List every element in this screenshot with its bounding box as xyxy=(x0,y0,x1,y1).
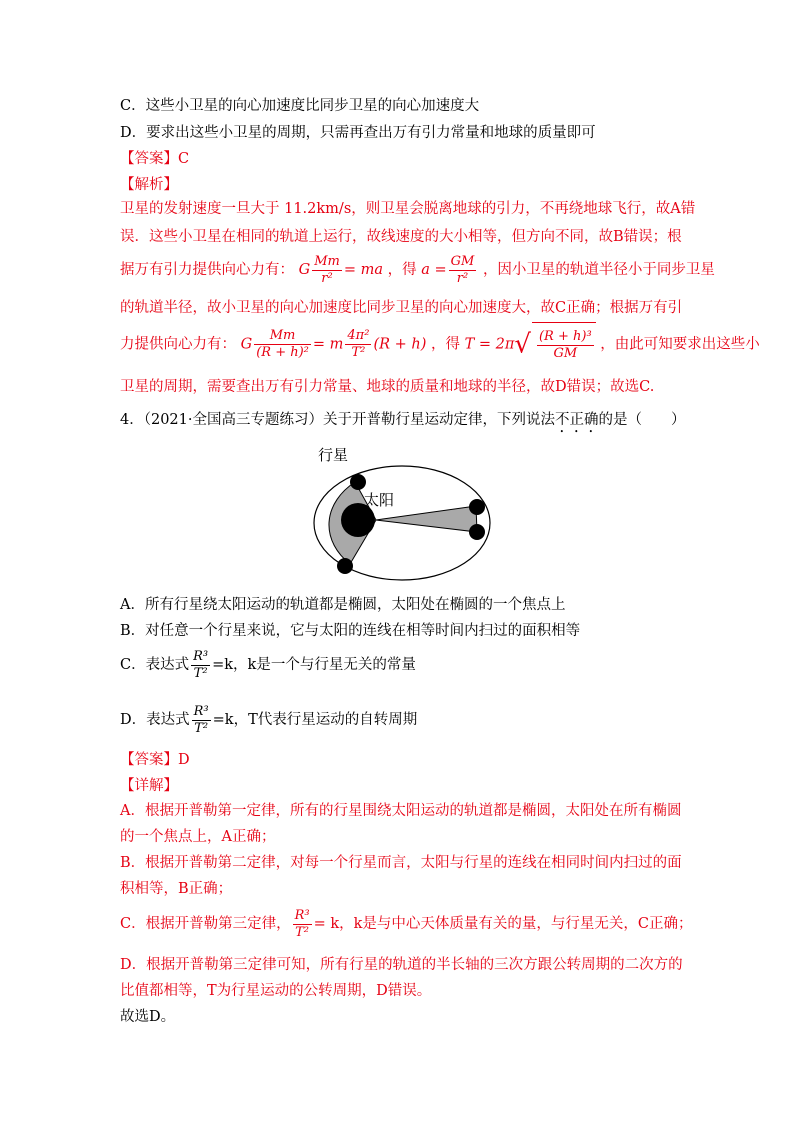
q4-option-a: A．所有行星绕太阳运动的轨道都是椭圆，太阳处在椭圆的一个焦点上 xyxy=(120,597,566,613)
q3-analysis-line: 卫星的周期，需要查出万有引力常量、地球的质量和地球的半径，故D错误；故选C. xyxy=(120,379,655,395)
planet-label: 行星 xyxy=(318,446,349,464)
q4-option-c: C．表达式 $\frac{\text{R³}}{\text{T²}}$ =k，k是一个与行星无关的常量 xyxy=(120,648,416,681)
fraction: $\frac{\text{(R + h)³}}{GM}$ xyxy=(538,328,592,361)
fraction: $\frac{GM}{\text{r²}}$ xyxy=(450,253,475,286)
q4-detail-line: D．根据开普勒第三定律可知，所有行星的轨道的半长轴的三次方跟公转周期的二次方的 xyxy=(120,957,683,973)
kepler-diagram xyxy=(300,440,500,585)
q4-detail-line: 积相等，B正确； xyxy=(120,881,233,897)
option-c: C．这些小卫星的向心加速度比同步卫星的向心加速度大 xyxy=(120,98,480,114)
q4-detail-line: B．根据开普勒第二定律，对每一个行星而言，太阳与行星的连线在相同时间内扫过的面 xyxy=(120,855,682,871)
q3-answer: 【答案】C xyxy=(120,151,190,167)
q4-stem: 4．（2021·全国高三专题练习）关于开普勒行星运动定律，下列说法不正确的是（ ） xyxy=(120,412,686,428)
planet-dot xyxy=(350,474,366,490)
q4-detail-line: 比值都相等，T为行星运动的公转周期，D错误。 xyxy=(120,983,432,999)
q4-detail-line: A．根据开普勒第一定律，所有的行星围绕太阳运动的轨道都是椭圆，太阳处在所有椭圆 xyxy=(120,803,682,819)
q3-analysis-line: 误．这些小卫星在相同的轨道上运行，故线速度的大小相等，但方向不同，故B错误；根 xyxy=(120,229,682,245)
q4-detail-label: 【详解】 xyxy=(120,778,178,794)
fraction: $\frac{\text{4π²}}{\text{T²}}$ xyxy=(347,328,370,360)
fraction: $\frac{Mm}{\text{(R + h)²}}$ xyxy=(256,328,309,360)
q4-answer: 【答案】D xyxy=(120,752,190,768)
fraction: $\frac{Mm}{\text{r²}}$ xyxy=(314,253,340,286)
q3-analysis-label: 【解析】 xyxy=(120,177,178,193)
fraction: $\frac{\text{R³}}{\text{T²}}$ xyxy=(294,907,310,940)
q3-analysis-line: 的轨道半径，故小卫星的向心加速度比同步卫星的向心加速度大，故C正确；根据万有引 xyxy=(120,300,683,316)
planet-dot xyxy=(469,524,485,540)
q3-analysis-formula-line: 据万有引力提供向心力有： G $\frac{Mm}{\text{r²}}$ = ma ，得 a = $\frac{GM}{\text{r²}}$ ，因小卫星的轨道半径小于同步卫星 xyxy=(120,253,715,286)
sqrt-sign: √ xyxy=(514,329,531,360)
q4-option-b: B．对任意一个行星来说，它与太阳的连线在相等时间内扫过的面积相等 xyxy=(120,623,581,639)
planet-dot xyxy=(469,499,485,515)
q3-analysis-formula-line: 力提供向心力有： G $\frac{Mm}{\text{(R + h)²}}$ = m $\frac{\text{4π²}}{\text{T²}}$ (R + h) ，得 T = 2π√ $\frac{\text{(R + h)³}}{GM}$ ，由此可知要求出这些小 xyxy=(120,322,760,367)
planet-dot xyxy=(337,558,353,574)
sun-label: 太阳 xyxy=(364,491,395,509)
option-d: D．要求出这些小卫星的周期，只需再查出万有引力常量和地球的质量即可 xyxy=(120,125,596,141)
q4-conclusion: 故选D。 xyxy=(120,1009,176,1025)
q4-detail-line: 的一个焦点上，A正确； xyxy=(120,829,276,845)
fraction: $\frac{\text{R³}}{\text{T²}}$ xyxy=(193,648,209,681)
emphasis-not-correct: 不正确 xyxy=(554,412,599,428)
q3-analysis-line: 卫星的发射速度一旦大于 11.2km/s，则卫星会脱离地球的引力，不再绕地球飞行，故A错 xyxy=(120,201,696,217)
q4-option-d: D．表达式 $\frac{\text{R³}}{\text{T²}}$ =k，T代表行星运动的自转周期 xyxy=(120,703,418,736)
q4-detail-formula-line: C．根据开普勒第三定律， $\frac{\text{R³}}{\text{T²}}$ = k，k是与中心天体质量有关的量，与行星无关，C正确； xyxy=(120,907,693,940)
fraction: $\frac{\text{R³}}{\text{T²}}$ xyxy=(193,703,209,736)
